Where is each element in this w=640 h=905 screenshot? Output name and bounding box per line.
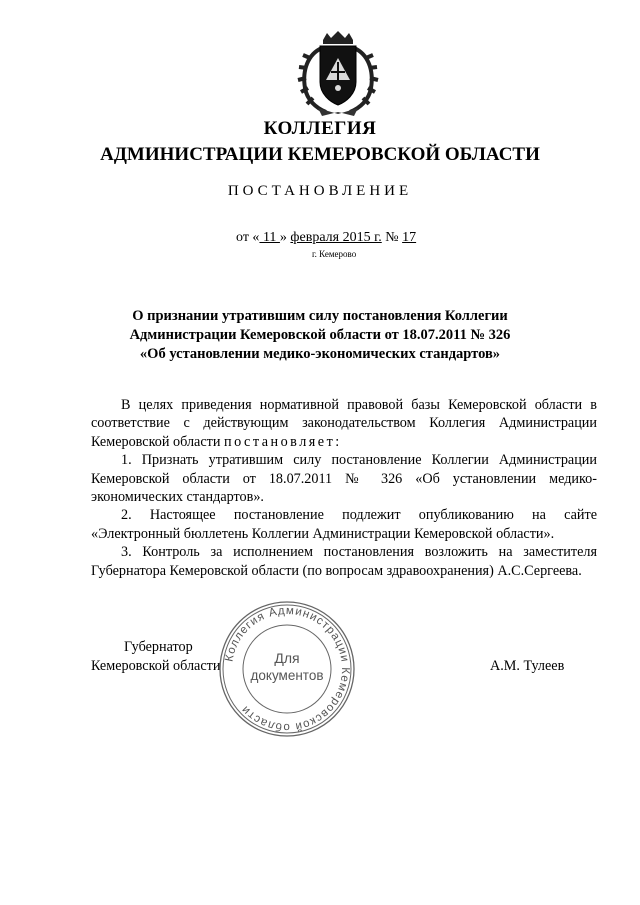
clause-2: 2. Настоящее постановление подлежит опубликованию на сайте «Электронный бюллетень Коллегии Администрации Кемеровской области». [91, 507, 597, 542]
number-sign: № [381, 230, 403, 245]
official-stamp [217, 599, 357, 739]
title-line1: О признании утратившим силу постановления Коллегии [132, 308, 508, 324]
org-name-line2: АДМИНИСТРАЦИИ КЕМЕРОВСКОЙ ОБЛАСТИ [100, 144, 540, 165]
stamp-ring-text: Коллегия Администрации Кемеровской области [223, 604, 352, 734]
document-body [91, 396, 597, 580]
document-type: ПОСТАНОВЛЕНИЕ [227, 183, 413, 199]
stamp-center-line1: Для [274, 650, 300, 666]
document-city: г. Кемерово [312, 249, 357, 259]
clause-1: 1. Признать утратившим силу постановление Коллегии Администрации Кемеровской области от 18.07.2011 № 326 «Об установлении медико-экономических стандартов». [91, 452, 597, 506]
intro-text: В целях приведения нормативной правовой базы Кемеровской области в соответствие с действующим законодательством Коллегия Администрации Кемеровской области [91, 397, 597, 450]
document-date-line [236, 230, 416, 246]
title-line3: «Об установлении медико-экономических стандартов» [139, 346, 501, 362]
signatory-position-line2: Кемеровской области [91, 658, 221, 674]
signatory-name: А.М. Тулеев [490, 658, 565, 674]
signatory-position-line1: Губернатор [124, 639, 193, 655]
stamp-center-line2: документов [250, 668, 324, 683]
title-line2: Администрации Кемеровской области от 18.07.2011 № 326 [129, 327, 511, 343]
intro-resolves: постановляет: [223, 433, 342, 450]
coat-of-arms-icon [296, 30, 380, 116]
org-name-line1: КОЛЛЕГИЯ [263, 118, 377, 139]
date-month-year: февраля 2015 г. [290, 230, 382, 245]
document-title [100, 307, 540, 364]
document-number: 17 [402, 230, 417, 245]
date-mid: » [279, 230, 291, 245]
intro-paragraph [91, 396, 597, 451]
date-day: 11 [259, 230, 280, 245]
date-prefix: от « [236, 230, 260, 245]
clause-3: 3. Контроль за исполнением постановления возложить на заместителя Губернатора Кемеровской области (по вопросам здравоохранения) А.С.Сергеева. [91, 544, 597, 579]
